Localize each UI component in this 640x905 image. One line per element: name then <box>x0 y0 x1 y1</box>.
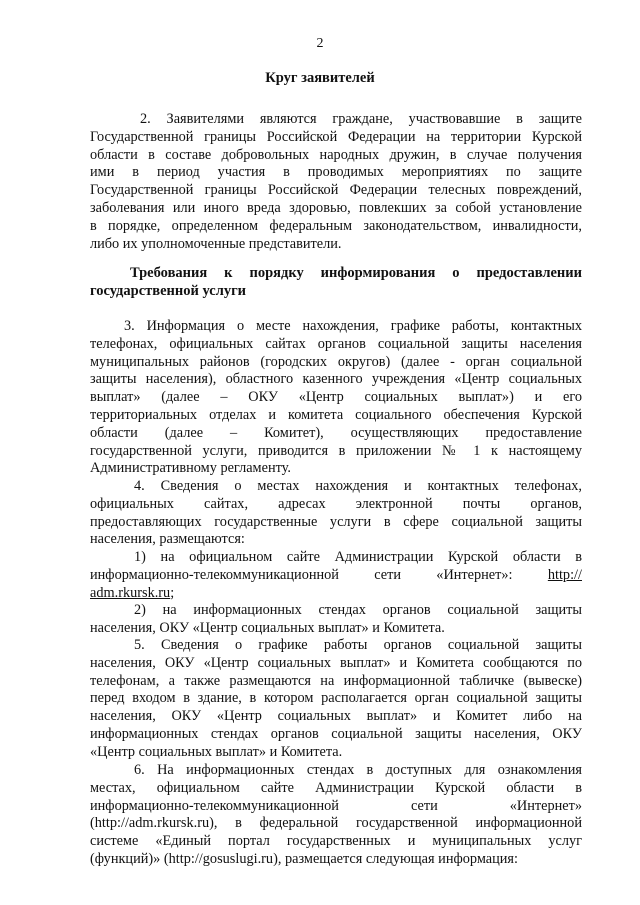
paragraph-line: местах, официальном сайте Администрации Курской области в <box>90 779 582 796</box>
paragraph-line: телефонам, а также размещаются на информационной табличке (вывеске) <box>90 672 582 689</box>
paragraph-line: муниципальных районов (городских округов) (далее - орган социальной <box>90 353 582 370</box>
paragraph-line: информационно-телекоммуникационной сети «Интернет» <box>90 797 582 814</box>
page-number: 2 <box>316 36 324 51</box>
site-link[interactable]: http:// <box>547 566 582 583</box>
paragraph-line: предоставляющих государственные услуги в сфере социальной защиты <box>90 513 582 530</box>
paragraph-line: 1) на официальном сайте Администрации Курской области в <box>134 549 582 565</box>
paragraph-line: населения, размещаются: <box>90 531 245 548</box>
paragraph-line: Государственной границы Российской Федерации телесных повреждений, <box>90 182 582 199</box>
paragraph-line: в порядке, определенном федеральным законодательством, инвалидности, <box>90 217 582 234</box>
paragraph-line: официальных сайтах, адресах электронной почты органов, <box>90 495 582 512</box>
paragraph-line: системе «Единый портал государственных и муниципальных услуг <box>90 833 582 850</box>
paragraph-line: государственной услуги, приводится в приложении № 1 к настоящему <box>90 442 582 459</box>
paragraph-line: населения, ОКУ «Центр социальных выплат» и Комитета сообщаются по <box>90 654 582 671</box>
heading-line: государственной услуги <box>90 283 247 299</box>
paragraph-4 <box>90 478 582 549</box>
paragraph-line: 4. Сведения о местах нахождения и контактных телефонах, <box>134 478 582 494</box>
paragraph-line: информационно-телекоммуникационной сети «Интернет»: http:// <box>90 566 582 583</box>
paragraph-line: 2) на информационных стендах органов социальной защиты <box>134 602 582 618</box>
paragraph-line: области (далее – Комитет), осуществляющих предоставление <box>90 424 582 441</box>
paragraph-line: перед входом в здание, в котором располагается орган социальной защиты <box>90 690 582 707</box>
paragraph-3 <box>90 318 582 478</box>
site-link[interactable]: adm.rkursk.ru <box>90 584 171 601</box>
paragraph-2 <box>90 111 582 253</box>
list-item-1 <box>90 549 582 602</box>
paragraph-line: территориальных отделах и комитета социального обеспечения Курской <box>90 406 582 423</box>
heading-line: Требования к порядку информирования о предоставлении <box>130 265 582 281</box>
paragraph-line: населения, ОКУ «Центр социальных выплат» и Комитета. <box>90 619 445 636</box>
paragraph-line: Административному регламенту. <box>90 460 291 477</box>
paragraph-line: (функций)» (http://gosuslugi.ru), размещается следующая информация: <box>90 850 518 867</box>
paragraph-line: области в составе добровольных народных дружин, в случае получения <box>90 146 582 163</box>
paragraph-line: информационных стендах органов социальной защиты населения, ОКУ <box>90 725 582 742</box>
section-title-requirements <box>90 264 582 300</box>
paragraph-line: 5. Сведения о графике работы органов социальной защиты <box>134 637 582 653</box>
paragraph-line: выплат» (далее – ОКУ «Центр социальных выплат») и его <box>90 389 582 406</box>
paragraph-line: 3. Информация о месте нахождения, графике работы, контактных <box>124 318 582 334</box>
paragraph-line <box>90 585 582 603</box>
paragraph-line: либо их уполномоченные представители. <box>90 235 342 252</box>
paragraph-6 <box>90 762 582 869</box>
paragraph-line: Государственной границы Российской Федерации на территории Курской <box>90 128 582 145</box>
paragraph-line: (http://adm.rkursk.ru), в федеральной государственной информационной <box>90 815 582 832</box>
list-item-2 <box>90 602 582 638</box>
paragraph-line: телефонах, официальных сайтах органов социальной защиты населения <box>90 335 582 352</box>
paragraph-5 <box>90 637 582 762</box>
punctuation: ; <box>170 584 175 601</box>
section-title-applicants: Круг заявителей <box>265 70 375 86</box>
paragraph-line: ими в период участия в проводимых мероприятиях по защите <box>90 164 582 181</box>
paragraph-line: 6. На информационных стендах в доступных для ознакомления <box>134 762 582 778</box>
paragraph-line: населения, ОКУ «Центр социальных выплат» и Комитет либо на <box>90 708 582 725</box>
paragraph-line: заболевания или иного вреда здоровью, повлекших за собой установление <box>90 199 582 216</box>
paragraph-line: 2. Заявителями являются граждане, участвовавшие в защите <box>140 111 582 127</box>
paragraph-line: «Центр социальных выплат» и Комитета. <box>90 743 343 760</box>
paragraph-line: защиты населения), областного казенного учреждения «Центр социальных <box>90 371 582 388</box>
